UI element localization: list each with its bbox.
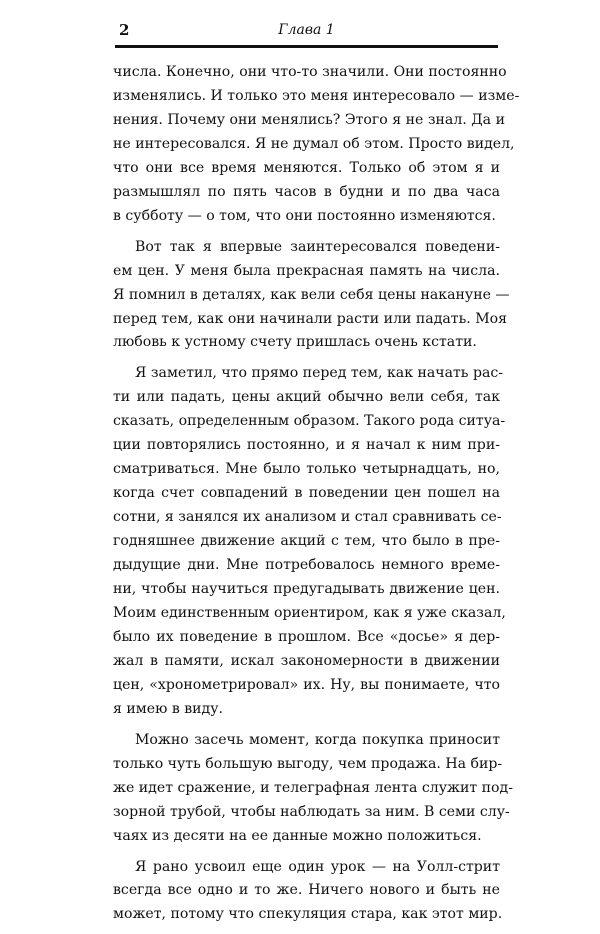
- paragraph: [113, 362, 506, 721]
- text-line: может, потому что спекуляция стара, как этот мир.: [113, 906, 503, 923]
- paragraph: [113, 61, 520, 229]
- text-line: не интересовался. Я не думал об этом. Просто видел,: [113, 135, 515, 152]
- text-line: Я рано усвоил еще один урок — на Уолл-стрит: [135, 858, 500, 875]
- text-line: я имею в виду.: [113, 700, 224, 717]
- body-text: [113, 61, 520, 934]
- text-line: размышлял по пять часов в будни и по два часа: [113, 183, 500, 200]
- text-line: ти или падать, цены акций обычно вели себя, так: [113, 389, 500, 406]
- text-line: сотни, я занялся их анализом и стал сравнивать се-: [113, 509, 502, 526]
- text-line: Я заметил, что прямо перед тем, как начать рас-: [135, 365, 504, 382]
- text-line: же идет сражение, и телеграфная лента служит под-: [113, 779, 513, 796]
- text-line: жал в памяти, искал закономерности в движении: [113, 652, 500, 669]
- text-line: ции повторялись постоянно, и я начал к ним при-: [113, 437, 500, 454]
- text-line: Я помнил в деталях, как вели себя цены накануне —: [113, 286, 510, 303]
- text-line: сказать, определенным образом. Такого рода ситуа-: [113, 413, 506, 430]
- paragraph: [113, 856, 503, 928]
- text-line: дыдущие дни. Мне потребовалось немного време-: [113, 557, 500, 574]
- text-line: зорной трубой, чтобы наблюдать за ним. В семи слу-: [113, 803, 510, 820]
- text-line: изменялись. И только это меня интересовало — изме-: [113, 87, 520, 104]
- text-line: когда счет совпадений в поведении цен пошел на: [113, 485, 500, 502]
- text-line: числа. Конечно, они что-то значили. Они постоянно: [113, 64, 507, 80]
- text-line: что они все время меняются. Только об этом я и: [113, 159, 500, 176]
- page-number: 2: [119, 21, 130, 39]
- text-line: перед тем, как они начинали расти или падать. Моя: [113, 310, 508, 327]
- text-line: любовь к устному счету пришлась очень кстати.: [113, 334, 477, 351]
- paragraph: [113, 729, 513, 849]
- text-line: Можно засечь момент, когда покупка приносит: [135, 731, 500, 748]
- text-line: нения. Почему они менялись? Этого я не знал. Да и: [113, 111, 505, 128]
- text-line: ни, чтобы научиться предугадывать движение цен.: [113, 581, 500, 598]
- text-line: годняшнее движение акций с тем, что было в пре-: [113, 533, 500, 550]
- chapter-title: Глава 1: [278, 22, 335, 38]
- text-line: Моим единственным ориентиром, как я уже сказал,: [113, 604, 506, 621]
- text-line: ем цен. У меня была прекрасная память на числа.: [113, 262, 500, 279]
- text-line: было их поведение в прошлом. Все «досье» я дер-: [113, 628, 500, 645]
- text-line: чаях из десяти на ее данные можно положиться.: [113, 827, 482, 844]
- text-line: только чуть большую выгоду, чем продажа. На бир-: [113, 755, 503, 772]
- text-line: всегда все одно и то же. Ничего нового и быть не: [113, 882, 500, 899]
- text-line: Вот так я впервые заинтересовался поведени-: [135, 238, 500, 255]
- text-line: сматриваться. Мне было только четырнадцать, но,: [113, 461, 500, 478]
- text-line: цен, «хронометрировал» их. Ну, вы понимаете, что: [113, 676, 500, 693]
- text-line: в субботу — о том, что они постоянно изменяются.: [113, 207, 496, 224]
- running-head: [115, 21, 498, 41]
- paragraph: [113, 236, 510, 356]
- header-rule: [115, 45, 498, 48]
